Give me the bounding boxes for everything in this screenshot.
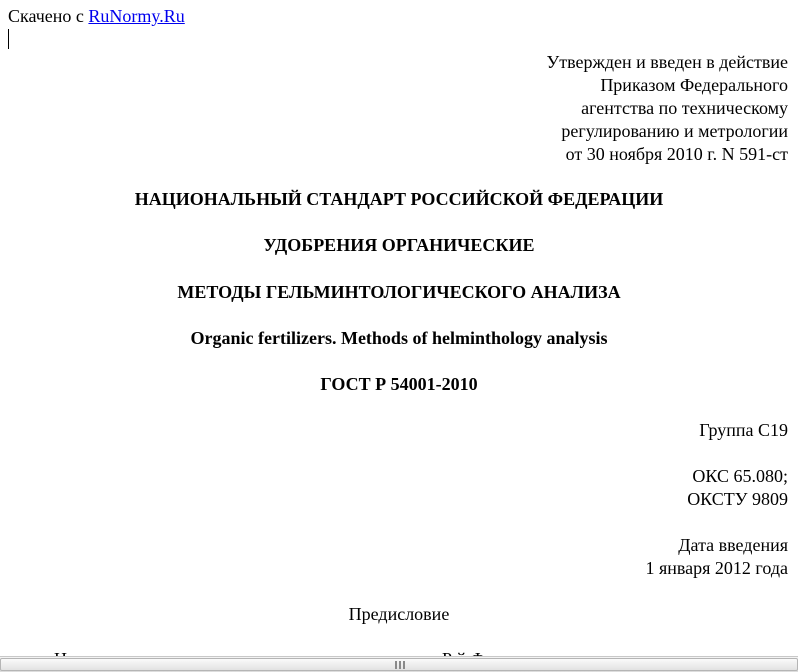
methods-title: МЕТОДЫ ГЕЛЬМИНТОЛОГИЧЕСКОГО АНАЛИЗА	[177, 282, 621, 302]
group-code: Группа С19	[699, 420, 788, 440]
foreword-heading: Предисловие	[348, 604, 450, 624]
grip-lines-icon	[395, 661, 405, 669]
standard-title: НАЦИОНАЛЬНЫЙ СТАНДАРТ РОССИЙСКОЙ ФЕДЕРАЦИИ	[134, 189, 664, 209]
approval-line: агентства по техническому	[581, 98, 788, 118]
approval-line: Приказом Федерального	[600, 75, 788, 95]
source-link[interactable]: RuNormy.Ru	[88, 6, 185, 26]
english-title: Organic fertilizers. Methods of helminthology analysis	[190, 328, 608, 348]
downloaded-prefix: Скачено с	[8, 6, 89, 26]
horizontal-scrollbar[interactable]	[0, 656, 798, 672]
approval-line: Утвержден и введен в действие	[546, 52, 788, 72]
text-caret	[8, 29, 9, 49]
intro-date-label: Дата введения	[678, 535, 788, 555]
scrollbar-thumb[interactable]	[0, 658, 798, 671]
approval-line: от 30 ноября 2010 г. N 591-ст	[565, 144, 788, 164]
okstu-code: ОКСТУ 9809	[687, 489, 788, 509]
subject-title: УДОБРЕНИЯ ОРГАНИЧЕСКИЕ	[263, 235, 535, 255]
downloaded-from-line	[8, 5, 185, 27]
approval-line: регулированию и метрологии	[561, 121, 788, 141]
gost-number: ГОСТ Р 54001-2010	[320, 374, 478, 394]
intro-date-value: 1 января 2012 года	[645, 558, 788, 578]
oks-code: ОКС 65.080;	[692, 466, 788, 486]
